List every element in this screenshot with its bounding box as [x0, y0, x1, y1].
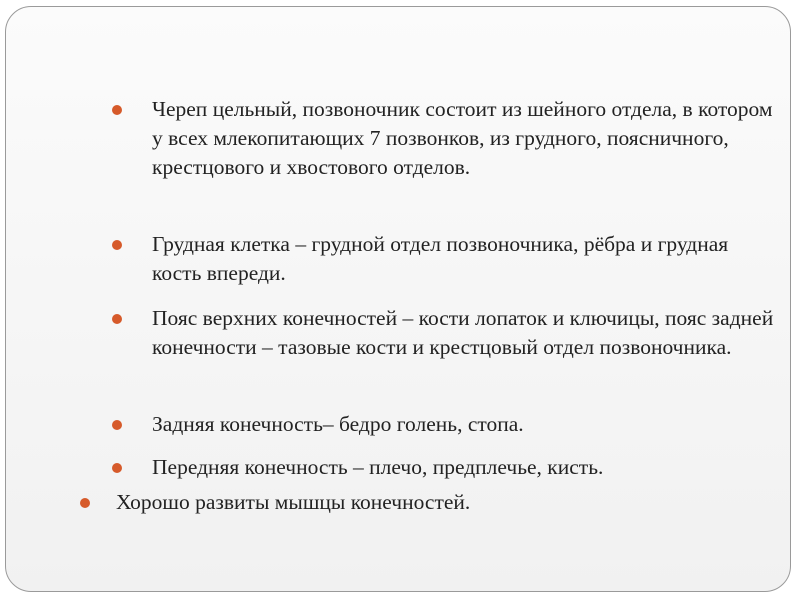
- bullet-text: Череп цельный, позвоночник состоит из шейного отдела, в котором у всех млекопитающих 7 позвонков, из грудного, поясничного, крестцового и хвостового отделов.: [152, 97, 773, 179]
- bullet-text: Задняя конечность– бедро голень, стопа.: [152, 412, 524, 436]
- bullet-text: Пояс верхних конечностей – кости лопаток и ключицы, пояс задней конечности – тазовые кости и крестцовый отдел позвоночника.: [152, 306, 774, 359]
- bullet-icon: [112, 314, 122, 324]
- bullet-item-2: [152, 230, 777, 288]
- bullet-text: Передняя конечность – плечо, предплечье, кисть.: [152, 455, 604, 479]
- bullet-icon: [112, 420, 122, 430]
- bullet-text: Хорошо развиты мышцы конечностей.: [116, 490, 471, 514]
- bullet-icon: [112, 105, 122, 115]
- bullet-item-5: [152, 453, 777, 482]
- bullet-item-1: [152, 95, 777, 182]
- bullet-item-6: [116, 488, 777, 517]
- bullet-item-4: [152, 410, 777, 439]
- slide-content: [6, 7, 790, 591]
- slide-frame: [5, 6, 791, 592]
- bullet-icon: [112, 463, 122, 473]
- bullet-text: Грудная клетка – грудной отдел позвоночника, рёбра и грудная кость впереди.: [152, 232, 729, 285]
- bullet-icon: [112, 240, 122, 250]
- bullet-icon: [80, 498, 90, 508]
- bullet-item-3: [152, 304, 777, 362]
